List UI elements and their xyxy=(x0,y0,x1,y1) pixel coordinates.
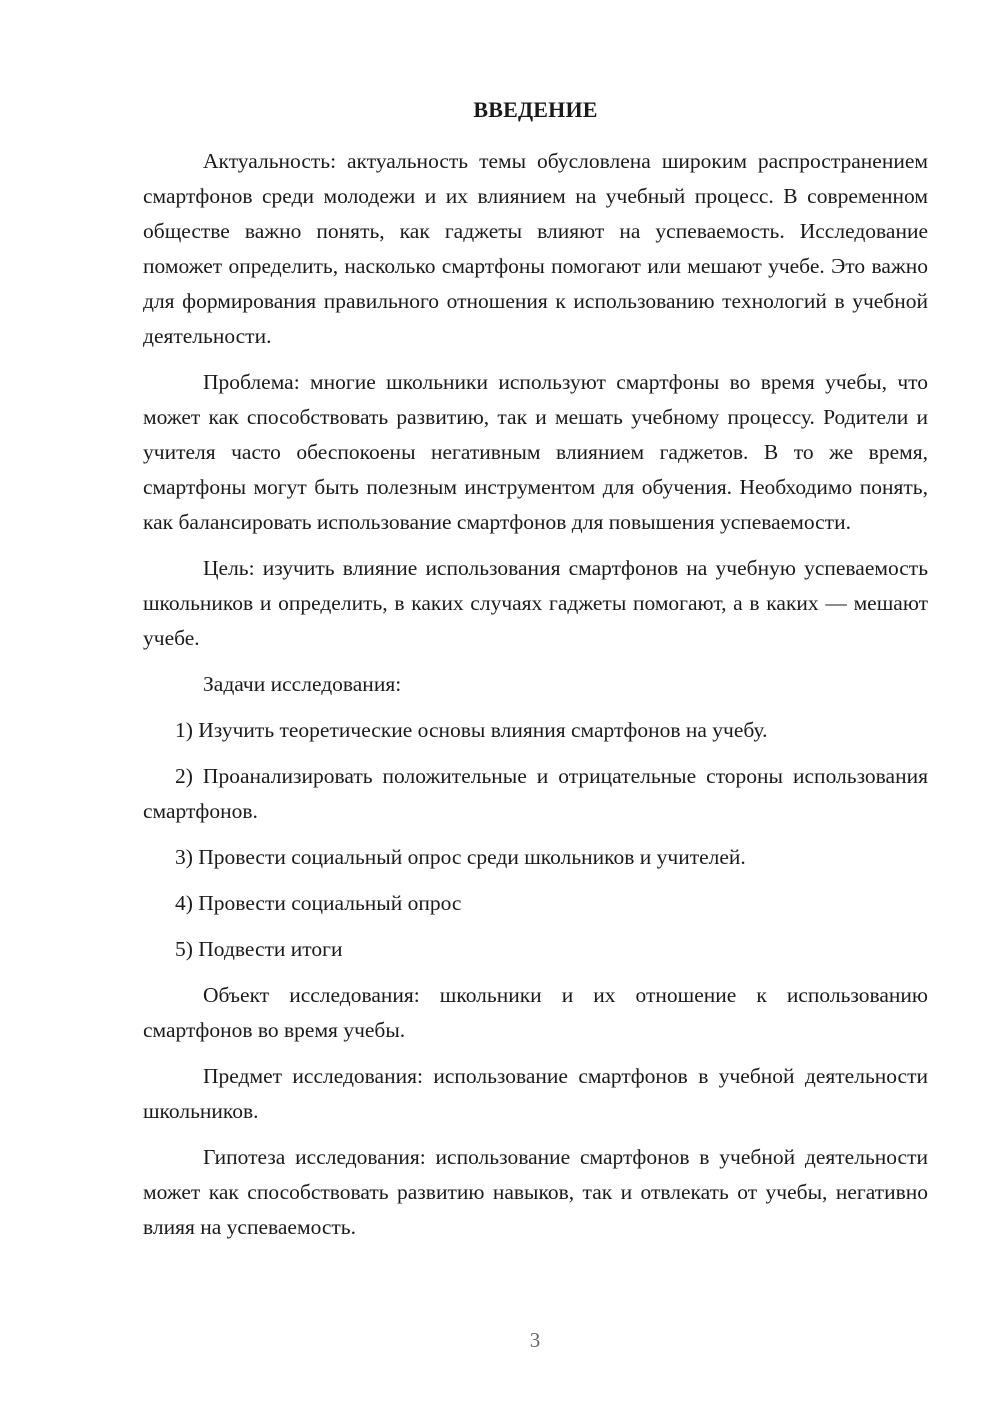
task-item-3: 3) Провести социальный опрос среди школьников и учителей. xyxy=(175,845,746,869)
document-page xyxy=(143,92,928,1245)
task-item-5: 5) Подвести итоги xyxy=(175,937,343,961)
task-item-2: 2) Проанализировать положительные и отрицательные стороны использования смартфонов. xyxy=(143,764,928,823)
object-paragraph: Объект исследования: школьники и их отношение к использованию смартфонов во время учебы. xyxy=(143,983,928,1042)
relevance-paragraph: Актуальность: актуальность темы обусловлена широким распространением смартфонов среди молодежи и их влиянием на учебный процесс. В современном обществе важно понять, как гаджеты влияют на успеваемость. Исследование поможет определить, насколько смартфоны помогают или мешают учебе. Это важно для формирования правильного отношения к использованию технологий в учебной деятельности. xyxy=(143,149,928,348)
hypothesis-paragraph: Гипотеза исследования: использование смартфонов в учебной деятельности может как способствовать развитию навыков, так и отвлекать от учебы, негативно влияя на успеваемость. xyxy=(143,1145,928,1239)
subject-paragraph: Предмет исследования: использование смартфонов в учебной деятельности школьников. xyxy=(143,1064,928,1123)
page-number: 3 xyxy=(529,1328,541,1352)
goal-paragraph: Цель: изучить влияние использования смартфонов на учебную успеваемость школьников и определить, в каких случаях гаджеты помогают, а в каких — мешают учебе. xyxy=(143,556,928,650)
section-title: ВВЕДЕНИЕ xyxy=(473,97,598,122)
task-item-4: 4) Провести социальный опрос xyxy=(175,891,462,915)
tasks-heading: Задачи исследования: xyxy=(203,672,402,696)
problem-paragraph: Проблема: многие школьники используют смартфоны во время учебы, что может как способствовать развитию, так и мешать учебному процессу. Родители и учителя часто обеспокоены негативным влиянием гаджетов. В то же время, смартфоны могут быть полезным инструментом для обучения. Необходимо понять, как балансировать использование смартфонов для повышения успеваемости. xyxy=(143,370,928,534)
task-item-1: 1) Изучить теоретические основы влияния смартфонов на учебу. xyxy=(175,718,768,742)
